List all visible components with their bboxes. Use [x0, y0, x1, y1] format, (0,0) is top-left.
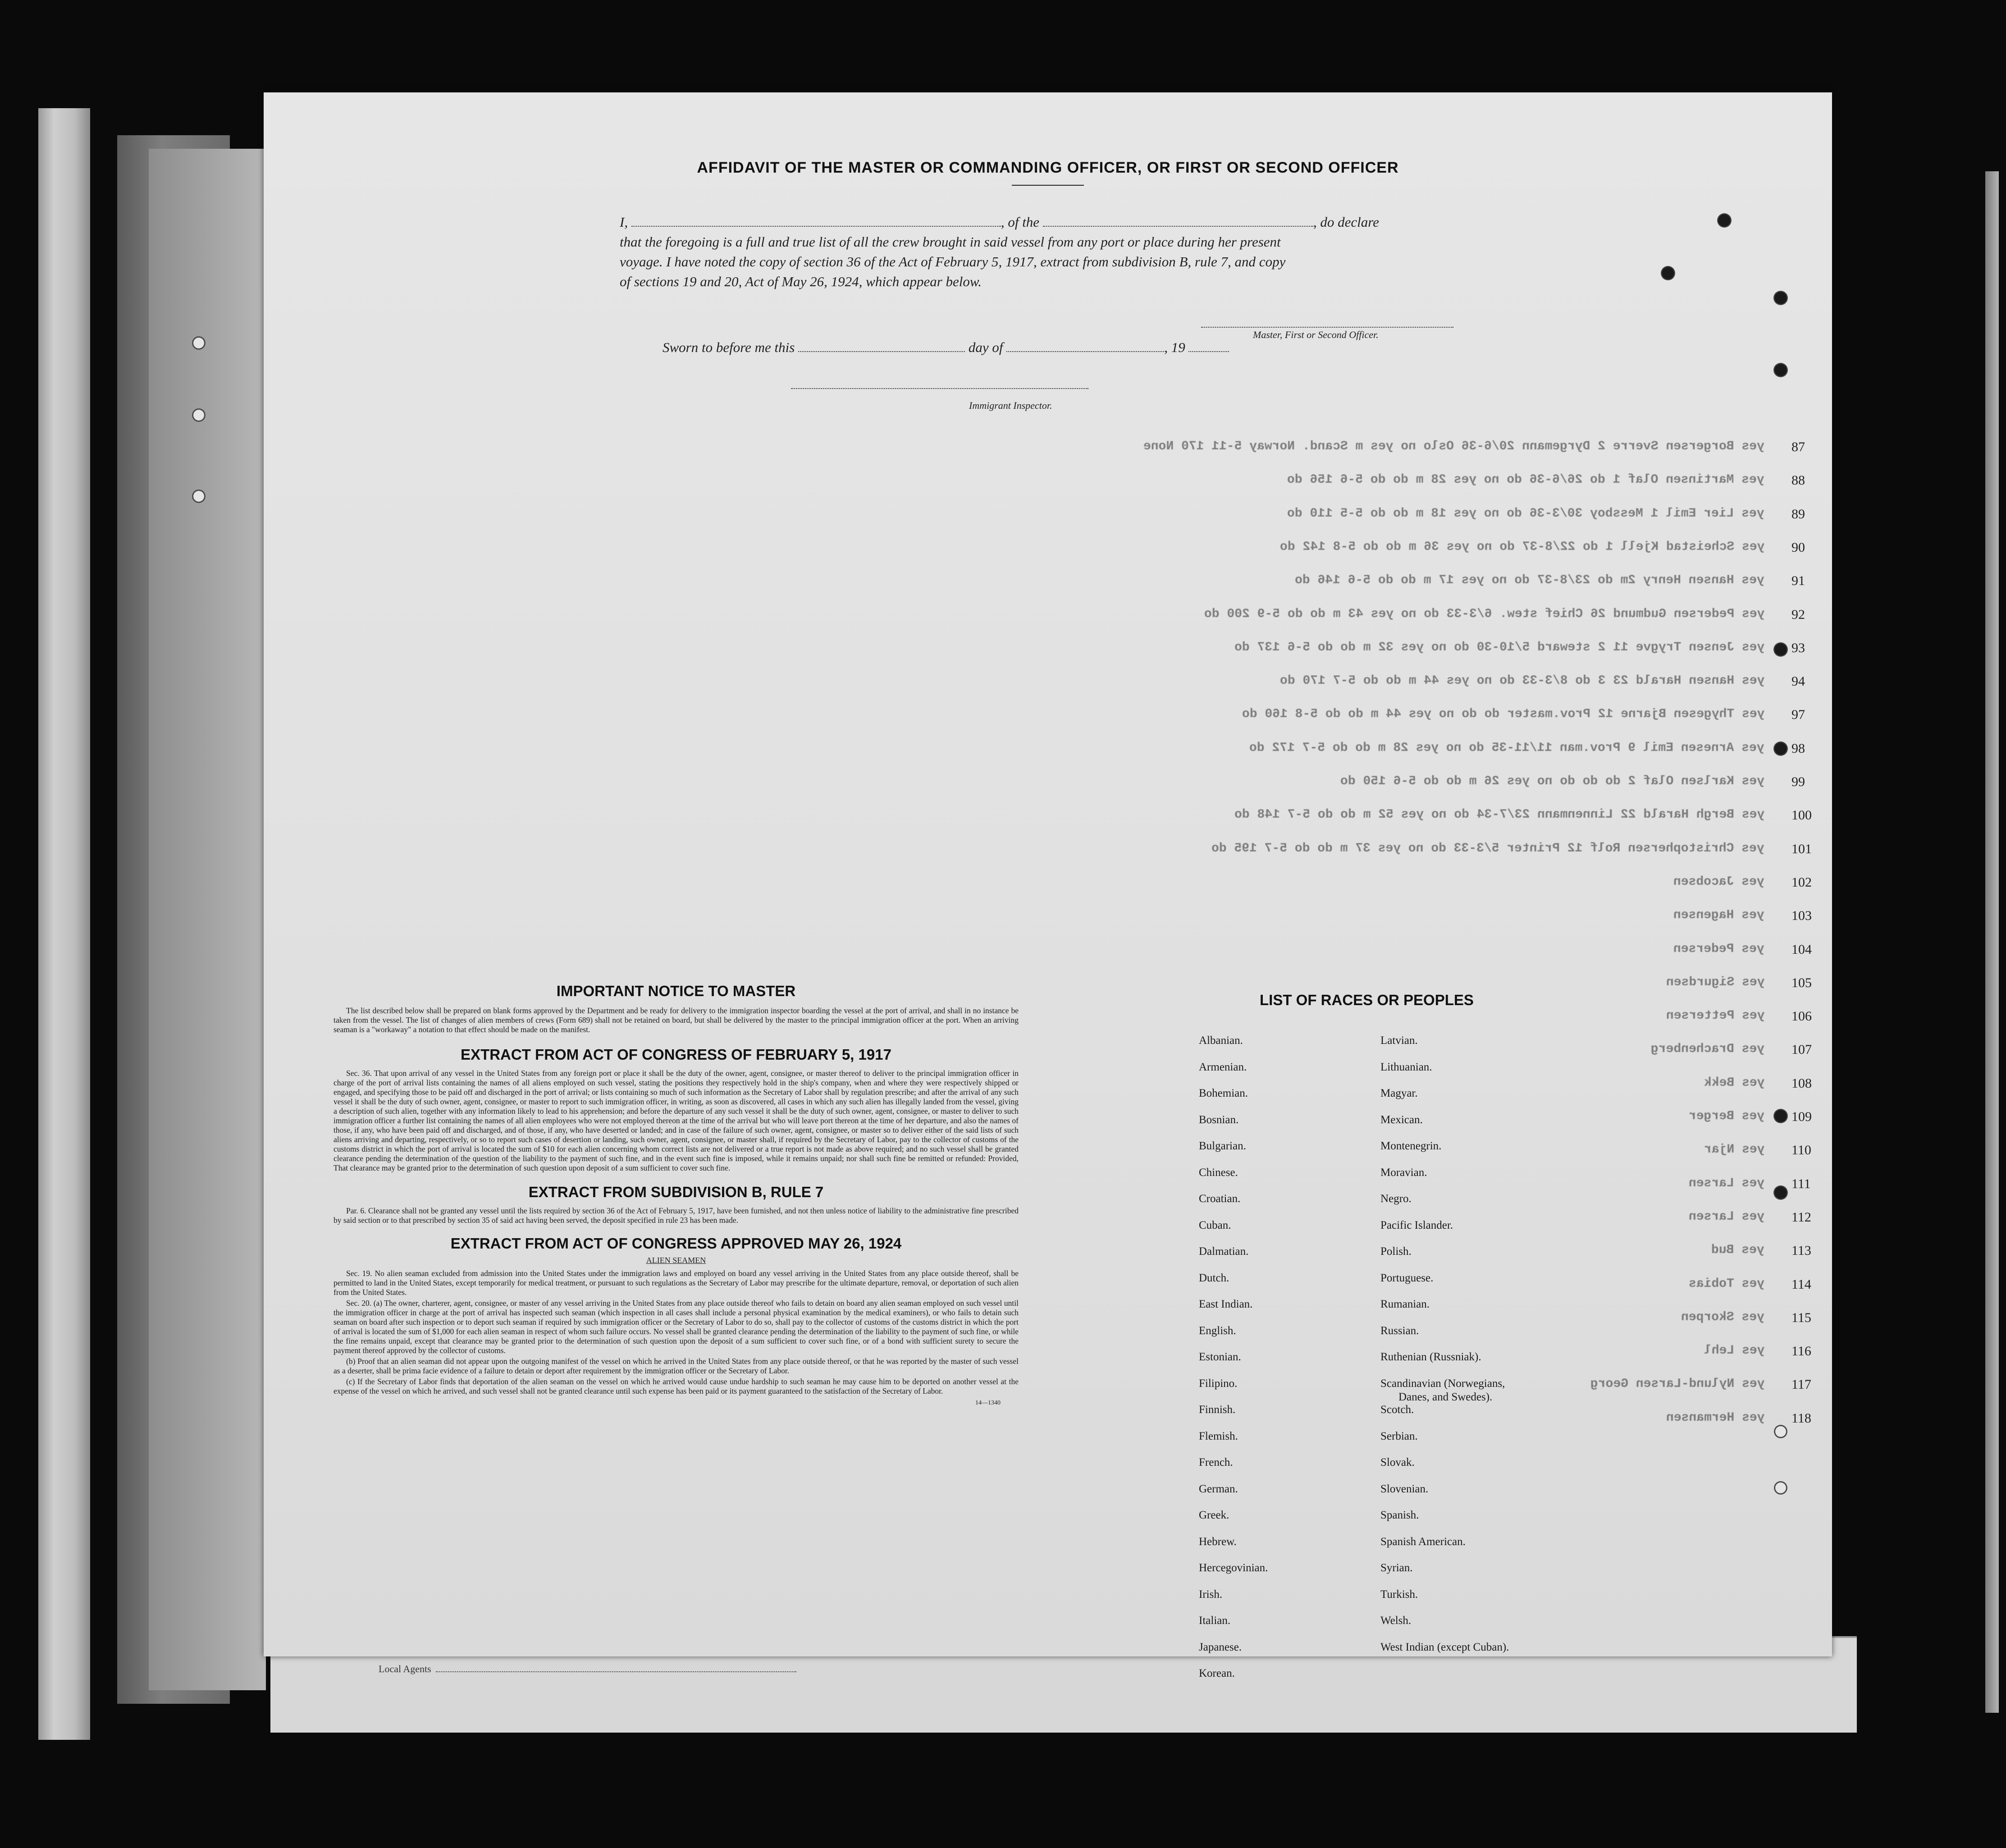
- crew-row-number: 98: [1791, 741, 1805, 756]
- race-item: Croatian.: [1199, 1193, 1241, 1205]
- crew-row-bleedthrough-text: yes Jacobsen: [1673, 874, 1764, 889]
- races-column-2: [1380, 1034, 1633, 1688]
- crew-row: [264, 674, 1832, 692]
- binder-hole: [192, 489, 206, 503]
- sec-36-paragraph: Sec. 36. That upon arrival of any vessel in the United States from any foreign port or place it shall be the duty of the owner, agent, consignee, or master thereof to deliver to the principal immigration officer in charge of the port of arrival lists containing the names of all aliens employed on such vessel, stating the positions they respectively hold in the ship's company, when and where they were respectively shipped or engaged, and specifying those to be paid off and discharged in the port of arrival; or lists containing so much of such information as the Secretary of Labor shall by regulation prescribe; and after the arrival of any such vessel it shall be the duty of such owner, agent, consignee, or master to report to such immigration officer, in writing, as soon as discovered, all cases in which any such alien has illegally landed from the vessel, giving a description of such alien, together with any information likely to lead to his apprehension; and before the departure of any such vessel it shall be the duty of such owner, agent, consignee, or master to deliver to such immigration officer a further list containing the names of all alien employees who were not employed thereon at the time of the arrival but who will leave port thereon at the time of her departure, and also the names of those, if any, who have been paid off and discharged, and of those, if any, who have deserted or landed; and in case of the failure of such owner, agent, consignee, or master so to deliver either of the said lists of such aliens arriving and departing, respectively, or so to report such cases of desertion or landing, such owner, agent, consignee, or master shall, if required by the Secretary of Labor, pay to the collector of customs of the customs district in which the port of arrival is located the sum of $10 for each alien concerning whom correct lists are not delivered or a true report is not made as above required; and no such vessel shall be granted clearance pending the determination of the question of the liability to the payment of such fine, and in the event such fine is imposed, while it remains unpaid; nor shall such fine be remitted or refunded: Provided, That clearance may be granted prior to the determination of such question upon deposit of a sum sufficient to cover such fine.: [334, 1069, 1019, 1172]
- race-item: Montenegrin.: [1380, 1140, 1442, 1152]
- punch-hole: [1773, 1424, 1788, 1439]
- crew-row-number: 108: [1791, 1075, 1812, 1091]
- crew-row-bleedthrough-text: yes Hermansen: [1666, 1410, 1764, 1425]
- crew-row: [264, 507, 1832, 525]
- crew-row-number: 94: [1791, 674, 1805, 689]
- crew-row: [264, 842, 1832, 860]
- race-item: Filipino.: [1199, 1377, 1238, 1390]
- crew-row: [264, 473, 1832, 491]
- race-item: Hercegovinian.: [1199, 1562, 1268, 1574]
- sworn-year: , 19: [1164, 339, 1185, 355]
- race-item: Estonian.: [1199, 1351, 1241, 1363]
- race-item: Magyar.: [1380, 1087, 1418, 1099]
- sec-19-paragraph: Sec. 19. No alien seaman excluded from admission into the United States under the immigration laws and employed on board any vessel arriving in the United States from any place outside thereof, shall be permitted to land in the United States, except temporarily for medical treatment, or pursuant to such regulations as the Secretary of Labor may prescribe for the ultimate departure, removal, or deportation of such alien from the United States.: [334, 1269, 1019, 1297]
- race-item: Polish.: [1380, 1245, 1412, 1258]
- crew-row-bleedthrough-text: yes Larsen: [1688, 1209, 1764, 1224]
- declaration-line-2: that the foregoing is a full and true list of all the crew brought in said vessel from any port or place during her present: [620, 234, 1281, 250]
- crew-row-bleedthrough-text: yes Arnesen Emil 9 Prov.man 11/11-35 do no yes 28 m do do 5-7 172 do: [1249, 741, 1764, 755]
- crew-row-number: 89: [1791, 506, 1805, 521]
- race-item: East Indian.: [1199, 1298, 1253, 1310]
- race-item: Dutch.: [1199, 1272, 1229, 1284]
- crew-row: [264, 741, 1832, 759]
- crew-row-number: 109: [1791, 1109, 1812, 1124]
- important-notice-title: IMPORTANT NOTICE TO MASTER: [556, 983, 796, 999]
- race-item: Japanese.: [1199, 1641, 1242, 1653]
- sworn-day: day of: [968, 339, 1003, 355]
- race-item: Armenian.: [1199, 1061, 1247, 1073]
- act-1917-title: EXTRACT FROM ACT OF CONGRESS OF FEBRUARY 5, 1917: [461, 1046, 891, 1063]
- crew-row: [264, 540, 1832, 558]
- crew-row-bleedthrough-text: yes Pedersen: [1673, 942, 1764, 956]
- race-item: Slovenian.: [1380, 1482, 1429, 1495]
- crew-row-bleedthrough-text: yes Karlsen Olaf 2 do do do no yes 26 m do do 5-6 150 do: [1340, 774, 1764, 788]
- crew-row: [264, 908, 1832, 926]
- important-notice-body: [334, 1006, 1019, 1034]
- crew-row: [264, 774, 1832, 792]
- crew-row-bleedthrough-text: yes Njar: [1704, 1143, 1764, 1157]
- local-agents-field: [379, 1663, 796, 1675]
- race-item: Latvian.: [1380, 1034, 1418, 1047]
- crew-row-number: 104: [1791, 942, 1812, 957]
- crew-row-bleedthrough-text: yes Skorpen: [1681, 1310, 1764, 1324]
- declaration-line-3: voyage. I have noted the copy of section 36 of the Act of February 5, 1917, extract from subdivision B, rule 7, and copy: [620, 254, 1286, 270]
- punch-hole: [1773, 1185, 1788, 1200]
- race-item: Syrian.: [1380, 1562, 1413, 1574]
- par-6-paragraph: Par. 6. Clearance shall not be granted any vessel until the lists required by section 36 of the Act of February 5, 1917, have been furnished, and not then unless notice of liability to the administrative fine prescribed by said section or to that prescribed by section 35 of said act having been served, the deposit specified in rule 23 has been made.: [334, 1206, 1019, 1225]
- crew-row-number: 90: [1791, 540, 1805, 555]
- signature-caption: Master, First or Second Officer.: [1253, 329, 1379, 340]
- race-item: Irish.: [1199, 1588, 1223, 1601]
- crew-row-number: 107: [1791, 1042, 1812, 1057]
- race-item: Korean.: [1199, 1667, 1235, 1679]
- crew-row-bleedthrough-text: yes Drachenberg: [1650, 1042, 1764, 1057]
- race-item: Negro.: [1380, 1193, 1412, 1205]
- races-column-1: [1199, 1034, 1361, 1688]
- crew-row-number: 110: [1791, 1143, 1811, 1158]
- crew-row-number: 114: [1791, 1276, 1811, 1292]
- race-item: Bosnian.: [1199, 1113, 1239, 1126]
- race-item: West Indian (except Cuban).: [1380, 1641, 1509, 1653]
- race-item: Lithuanian.: [1380, 1061, 1432, 1073]
- crew-row: [264, 607, 1832, 625]
- background-binder-strip: [38, 108, 90, 1740]
- punch-hole: [1717, 213, 1732, 228]
- crew-row-bleedthrough-text: yes Bergh Harald 22 Linnenmann 23/7-34 do no yes 52 m do do 5-7 148 do: [1234, 808, 1764, 822]
- race-item: Spanish.: [1380, 1509, 1419, 1521]
- sec-20a-paragraph: Sec. 20. (a) The owner, charterer, agent, consignee, or master of any vessel arriving in the United States from any place outside thereof who fails to detain on board any alien seaman employed on such vessel until the immigration officer in charge at the port of arrival has inspected such seaman (which inspection in all cases shall include a personal physical examination by the medical examiners), or who fails to detain such seaman on board after such inspection or to deport such seaman if required by such immigration officer or the Secretary of Labor to do so, shall pay to the collector of customs of the customs district in which the port of arrival is located the sum of $1,000 for each alien seaman in respect of whom such failure occurs. No vessel shall be granted clearance pending the determination of the liability to the payment of such fine, or while the fine remains unpaid, except that clearance may be granted prior to the determination of such question upon the deposit of a sum sufficient to cover such fine, or of a bond with sufficient surety to secure the payment thereof approved by the collector of customs.: [334, 1299, 1019, 1355]
- crew-row: [264, 573, 1832, 591]
- crew-row-number: 103: [1791, 908, 1812, 924]
- crew-row-bleedthrough-text: yes Sigurdsen: [1666, 975, 1764, 989]
- rule-7-body: [334, 1206, 1019, 1225]
- crew-row-number: 100: [1791, 808, 1812, 823]
- race-item: Scandinavian (Norwegians,: [1380, 1377, 1505, 1390]
- rule-7-title: EXTRACT FROM SUBDIVISION B, RULE 7: [528, 1184, 824, 1200]
- race-item: Serbian.: [1380, 1430, 1418, 1442]
- crew-row-number: 115: [1791, 1310, 1811, 1325]
- act-1924-body: [334, 1269, 1019, 1396]
- sec-20c-paragraph: (c) If the Secretary of Labor finds that deportation of the alien seaman on the vessel on which he arrived would cause undue hardship to such seaman he may cause him to be deported on another vessel at the expense of the vessel on which he arrived, and such vessel shall not be granted clearance until such expense has been paid or its payment guaranteed to the satisfaction of the Secretary of Labor.: [334, 1377, 1019, 1395]
- crew-row-bleedthrough-text: yes Jensen Trygve 11 2 steward 5/10-30 do no yes 32 m do do 5-6 137 do: [1234, 640, 1764, 654]
- crew-row-number: 102: [1791, 874, 1812, 890]
- race-item: Russian.: [1380, 1324, 1419, 1337]
- crew-row-bleedthrough-text: yes Lier Emil 1 Messboy 30/3-36 do no yes 18 m do do 5-5 110 do: [1287, 506, 1764, 521]
- crew-row-bleedthrough-text: yes Scheistad Kjell 1 do 22/8-37 do no yes 36 m do do 5-8 142 do: [1279, 540, 1764, 554]
- act-1924-title: EXTRACT FROM ACT OF CONGRESS APPROVED MAY 26, 1924: [450, 1235, 902, 1252]
- punch-hole: [1773, 1109, 1788, 1123]
- crew-row: [264, 439, 1832, 457]
- crew-row-bleedthrough-text: yes Thygesen Bjarne 12 Prov.master do do no yes 44 m do do 5-8 160 do: [1242, 707, 1764, 722]
- race-item: Scotch.: [1380, 1404, 1414, 1416]
- inspector-caption: Immigrant Inspector.: [969, 400, 1052, 411]
- punch-hole: [1773, 642, 1788, 657]
- crew-row-number: 93: [1791, 640, 1805, 655]
- crew-row-number: 87: [1791, 439, 1805, 454]
- crew-row-number: 106: [1791, 1009, 1812, 1024]
- race-item: Dalmatian.: [1199, 1245, 1249, 1258]
- sec-20b-paragraph: (b) Proof that an alien seaman did not appear upon the outgoing manifest of the vessel on which he arrived in the United States from any place outside thereof, or that he was reported by the master of such vessel as a deserter, shall be prima facie evidence of a failure to detain or deport after requirement by the immigration officer or the Secretary of Labor.: [334, 1357, 1019, 1375]
- punch-hole: [1773, 1481, 1788, 1495]
- crew-row: [264, 640, 1832, 659]
- race-item: Bohemian.: [1199, 1087, 1248, 1099]
- race-item: Slovak.: [1380, 1456, 1415, 1468]
- background-under-sheet-light: [149, 149, 266, 1690]
- binder-hole: [192, 336, 206, 350]
- race-item: Mexican.: [1380, 1113, 1423, 1126]
- race-item: Hebrew.: [1199, 1535, 1237, 1548]
- race-item: Danes, and Swedes).: [1398, 1391, 1493, 1403]
- crew-row-number: 92: [1791, 607, 1805, 622]
- crew-row-number: 88: [1791, 473, 1805, 488]
- crew-row-number: 116: [1791, 1344, 1811, 1359]
- crew-row: [264, 942, 1832, 960]
- race-item: Welsh.: [1380, 1615, 1412, 1627]
- crew-row-bleedthrough-text: yes Hansen Harald 23 3 do 8/3-33 do no yes 44 m do do 5-7 170 do: [1279, 674, 1764, 688]
- crew-row-bleedthrough-text: yes Pettersen: [1666, 1009, 1764, 1023]
- crew-row-bleedthrough-text: yes Borgersen Sverre 2 Dyrgemann 20/6-36 Oslo no yes m Scand. Norway 5-11 170 None: [1143, 439, 1764, 453]
- crew-row-bleedthrough-text: yes Nylund-Larsen Georg: [1590, 1377, 1764, 1391]
- race-item: Bulgarian.: [1199, 1140, 1246, 1152]
- race-item: French.: [1199, 1456, 1233, 1468]
- crew-row-number: 101: [1791, 841, 1812, 856]
- crew-row-bleedthrough-text: yes Hagensen: [1673, 908, 1764, 923]
- declaration-line-4: of sections 19 and 20, Act of May 26, 1924, which appear below.: [620, 274, 982, 289]
- race-item: Albanian.: [1199, 1034, 1243, 1047]
- punch-hole: [1773, 291, 1788, 305]
- alien-seamen-heading: ALIEN SEAMEN: [646, 1256, 706, 1265]
- crew-row-bleedthrough-text: yes Hansen Henry 2m do 23/8-37 do no yes 17 m do do 5-6 146 do: [1295, 573, 1764, 588]
- background-right-edge: [1985, 171, 1999, 1713]
- crew-row-number: 112: [1791, 1209, 1811, 1225]
- race-item: Finnish.: [1199, 1404, 1236, 1416]
- crew-row-bleedthrough-text: yes Larsen: [1688, 1176, 1764, 1190]
- sworn-text: Sworn to before me this: [663, 339, 795, 355]
- crew-row-bleedthrough-text: yes Pedersen Gudmund 26 Chief stew. 6/3-33 do no yes 43 m do do 5-9 200 do: [1204, 607, 1764, 621]
- punch-hole: [1773, 363, 1788, 377]
- race-item: Spanish American.: [1380, 1535, 1466, 1548]
- race-item: Greek.: [1199, 1509, 1229, 1521]
- crew-row-number: 99: [1791, 774, 1805, 789]
- race-item: Chinese.: [1199, 1166, 1238, 1179]
- race-item: Portuguese.: [1380, 1272, 1434, 1284]
- declaration-do-declare: , do declare: [1313, 214, 1379, 230]
- crew-row-number: 97: [1791, 707, 1805, 723]
- punch-hole: [1661, 266, 1675, 280]
- crew-row-bleedthrough-text: yes Lehl: [1704, 1344, 1764, 1358]
- punch-hole: [1773, 741, 1788, 756]
- act-1917-body: [334, 1069, 1019, 1173]
- important-notice-section: [334, 983, 1019, 1407]
- race-item: Cuban.: [1199, 1219, 1231, 1231]
- affidavit-title: AFFIDAVIT OF THE MASTER OR COMMANDING OFFICER, OR FIRST OR SECOND OFFICER: [697, 159, 1399, 176]
- crew-row-bleedthrough-text: yes Bud: [1711, 1243, 1764, 1258]
- local-agents-label: Local Agents: [379, 1663, 431, 1674]
- race-item: Pacific Islander.: [1380, 1219, 1453, 1231]
- race-item: Italian.: [1199, 1615, 1231, 1627]
- crew-row-bleedthrough-text: yes Tobias: [1688, 1276, 1764, 1291]
- races-title: LIST OF RACES OR PEOPLES: [1260, 992, 1474, 1008]
- crew-row-number: 111: [1791, 1176, 1811, 1191]
- binder-hole: [192, 408, 206, 422]
- crew-row: [264, 707, 1832, 725]
- declaration-of-the: , of the: [1001, 214, 1040, 230]
- race-item: Rumanian.: [1380, 1298, 1430, 1310]
- form-number: 14—1340: [975, 1400, 1001, 1406]
- crew-row-number: 91: [1791, 573, 1805, 589]
- race-item: Turkish.: [1380, 1588, 1418, 1601]
- race-item: Moravian.: [1380, 1166, 1427, 1179]
- crew-row-bleedthrough-text: yes Bekk: [1704, 1075, 1764, 1090]
- crew-row-bleedthrough-text: yes Martinsen Olaf 1 do 26/6-36 do no yes 28 m do do 5-6 156 do: [1287, 473, 1764, 487]
- notice-paragraph: The list described below shall be prepared on blank forms approved by the Department and be ready for delivery to the immigration inspector boarding the vessel at the port of arrival, and shall in no instance be taken from the vessel. The list of changes of alien members of crews (Form 689) shall not be retained on board, but shall be delivered by the master to the principal immigration officer at the port. When an arriving seaman is a "workaway" a notation to that effect should be made on the manifest.: [334, 1006, 1019, 1034]
- declaration-i: I,: [620, 214, 628, 230]
- race-item: Flemish.: [1199, 1430, 1238, 1442]
- crew-row-bleedthrough-text: yes Christophersen Rolf 12 Printer 5/3-33 do no yes 37 m do do 5-7 195 do: [1211, 841, 1764, 855]
- crew-row-number: 117: [1791, 1377, 1811, 1392]
- crew-row-number: 113: [1791, 1243, 1811, 1258]
- race-item: English.: [1199, 1324, 1236, 1337]
- crew-row-number: 105: [1791, 975, 1812, 990]
- race-item: Ruthenian (Russniak).: [1380, 1351, 1481, 1363]
- crew-row-number: 118: [1791, 1410, 1811, 1426]
- crew-row: [264, 808, 1832, 826]
- crew-row-bleedthrough-text: yes Berger: [1688, 1109, 1764, 1123]
- crew-row: [264, 875, 1832, 893]
- race-item: German.: [1199, 1482, 1238, 1495]
